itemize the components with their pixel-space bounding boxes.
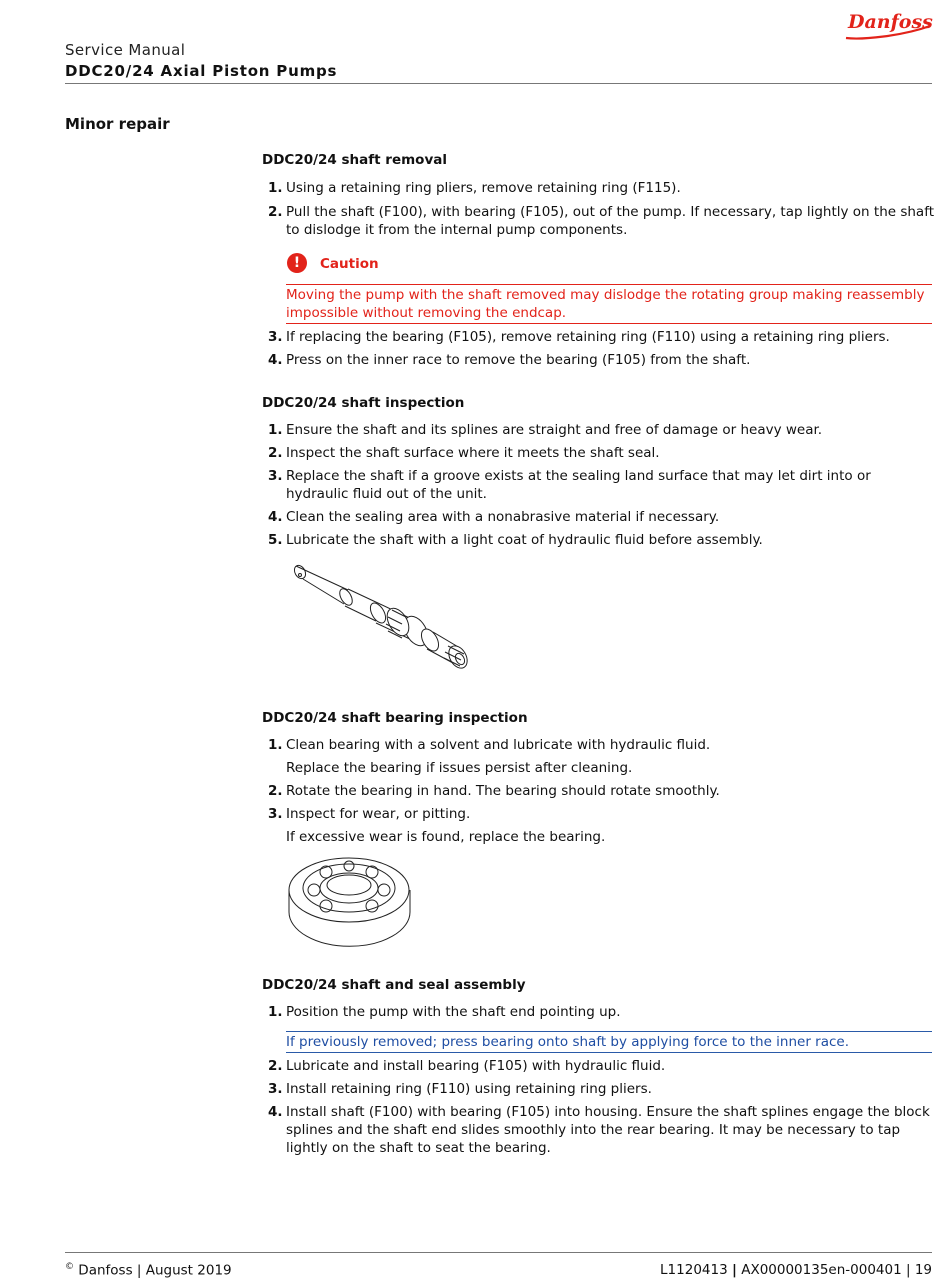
list-item: 2. Inspect the shaft surface where it meets the shaft seal.: [268, 445, 660, 461]
list-item: 2. Pull the shaft (F100), with bearing (F105), out of the pump. If necessary, tap lightly on the shaft to dislodge it from the internal pump components.: [268, 204, 935, 238]
doc-code: L1120413: [660, 1262, 728, 1278]
info-note: If previously removed; press bearing onto shaft by applying force to the inner race.: [286, 1031, 932, 1053]
heading-bearing-inspection: DDC20/24 shaft bearing inspection: [262, 710, 528, 726]
heading-shaft-inspection: DDC20/24 shaft inspection: [262, 395, 465, 411]
list-item: 3. Install retaining ring (F110) using retaining ring pliers.: [268, 1081, 652, 1097]
list-item: 2. Lubricate and install bearing (F105) with hydraulic fluid.: [268, 1058, 666, 1074]
list-item: 4. Press on the inner race to remove the bearing (F105) from the shaft.: [268, 352, 751, 368]
list-item: 4. Install shaft (F100) with bearing (F105) into housing. Ensure the shaft splines engage the block splines and the shaft end slides smoothly into the rear bearing. It may be necessary to tap lightly on the shaft to seat the bearing.: [268, 1104, 930, 1156]
removal-steps-b: [262, 328, 934, 369]
list-item: 5. Lubricate the shaft with a light coat of hydraulic fluid before assembly.: [268, 532, 763, 548]
copyright-symbol: ©: [65, 1262, 74, 1272]
footer-separator: |: [731, 1262, 737, 1278]
footer-divider: [65, 1252, 932, 1253]
shaft-illustration: [288, 560, 478, 680]
assembly-steps: [262, 1057, 934, 1157]
danfoss-logo: [842, 4, 934, 42]
list-item: 3. If replacing the bearing (F105), remove retaining ring (F110) using a retaining ring pliers.: [268, 329, 890, 345]
step-note: If excessive wear is found, replace the bearing.: [286, 829, 606, 845]
list-item: 1. Clean bearing with a solvent and lubricate with hydraulic fluid.: [268, 737, 711, 753]
step-note: Replace the bearing if issues persist after cleaning.: [286, 760, 633, 776]
logo-text: Danfoss: [848, 11, 933, 33]
doc-title: DDC20/24 Axial Piston Pumps: [65, 62, 338, 80]
exclamation-icon: !: [287, 253, 307, 273]
list-item: 3. Replace the shaft if a groove exists at the sealing land surface that may let dirt into or hydraulic fluid out of the unit.: [268, 468, 871, 502]
doc-type: Service Manual: [65, 41, 186, 59]
bearing-illustration: [286, 852, 414, 950]
doc-number-page: AX00000135en-000401 | 19: [741, 1262, 932, 1278]
assembly-step-1: [262, 1003, 934, 1021]
list-item: 1. Position the pump with the shaft end pointing up.: [268, 1004, 621, 1020]
list-item: 3. Inspect for wear, or pitting.: [268, 806, 471, 822]
inspection-steps: [262, 421, 934, 549]
heading-shaft-seal-assembly: DDC20/24 shaft and seal assembly: [262, 977, 526, 993]
header-divider: [65, 83, 932, 84]
removal-steps-a: [262, 179, 934, 239]
footer-right: [660, 1262, 932, 1278]
list-item: 2. Rotate the bearing in hand. The bearing should rotate smoothly.: [268, 783, 720, 799]
footer-date: Danfoss | August 2019: [78, 1262, 232, 1279]
caution-label: Caution: [320, 256, 379, 272]
list-item: 4. Clean the sealing area with a nonabrasive material if necessary.: [268, 509, 720, 525]
footer-left: [65, 1262, 232, 1279]
chapter-title: Minor repair: [65, 115, 170, 133]
list-item: 1. Using a retaining ring pliers, remove retaining ring (F115).: [268, 180, 681, 196]
heading-shaft-removal: DDC20/24 shaft removal: [262, 152, 447, 168]
caution-text: Moving the pump with the shaft removed may dislodge the rotating group making reassembly impossible without removing the endcap.: [286, 284, 932, 324]
list-item: 1. Ensure the shaft and its splines are straight and free of damage or heavy wear.: [268, 422, 823, 438]
bearing-steps: [262, 736, 934, 846]
